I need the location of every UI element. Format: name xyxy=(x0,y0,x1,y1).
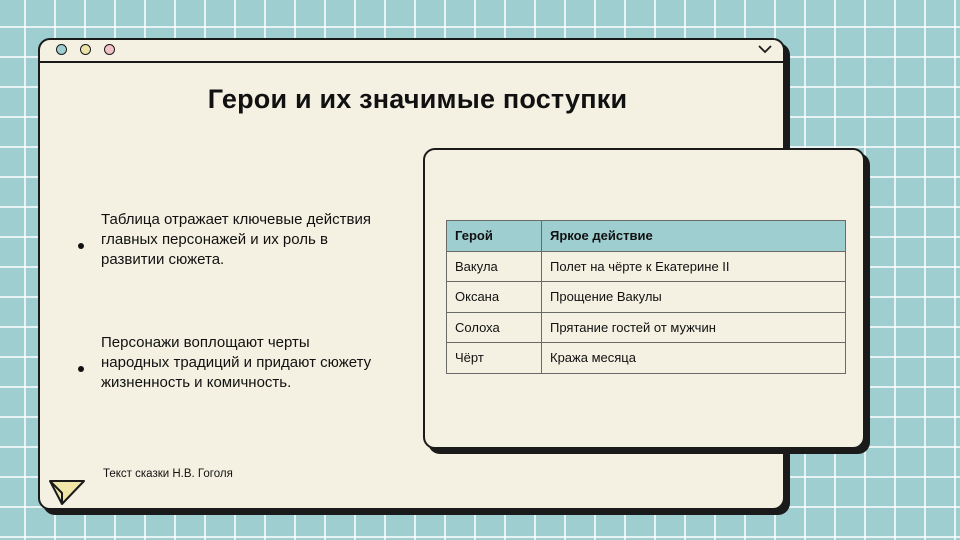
table-card xyxy=(423,148,865,449)
pink-dot-icon[interactable] xyxy=(104,44,115,55)
bullet-text-2: Персонажи воплощают черты народных традиций и придают сюжету жизненность и комичность. xyxy=(101,334,372,391)
yellow-dot-icon[interactable] xyxy=(80,44,91,55)
table-cell-hero: Чёрт xyxy=(447,343,542,374)
bullet-text-1: Таблица отражает ключевые действия главных персонажей и их роль в развитии сюжета. xyxy=(101,211,371,268)
blue-dot-icon[interactable] xyxy=(56,44,67,55)
table-row xyxy=(447,312,846,343)
window-titlebar xyxy=(40,40,783,63)
table-header-row xyxy=(447,221,846,252)
column-header-hero: Герой xyxy=(447,221,542,252)
heroes-table xyxy=(446,220,846,374)
bullet-dot-icon xyxy=(78,366,84,372)
table-row xyxy=(447,282,846,313)
table-row xyxy=(447,343,846,374)
bullet-dot-icon xyxy=(78,243,84,249)
table-cell-action: Кража месяца xyxy=(542,343,846,374)
table-cell-hero: Оксана xyxy=(447,282,542,313)
column-header-action: Яркое действие xyxy=(542,221,846,252)
table-cell-action: Прощение Вакулы xyxy=(542,282,846,313)
table-cell-hero: Вакула xyxy=(447,251,542,282)
table-cell-hero: Солоха xyxy=(447,312,542,343)
table-row xyxy=(447,251,846,282)
paper-plane-icon xyxy=(48,477,86,507)
page-title: Герои и их значимые поступки xyxy=(207,84,628,114)
chevron-down-icon[interactable] xyxy=(757,43,773,55)
footer-source-text: Текст сказки Н.В. Гоголя xyxy=(103,468,233,480)
table-cell-action: Полет на чёрте к Екатерине II xyxy=(542,251,846,282)
table-cell-action: Прятание гостей от мужчин xyxy=(542,312,846,343)
